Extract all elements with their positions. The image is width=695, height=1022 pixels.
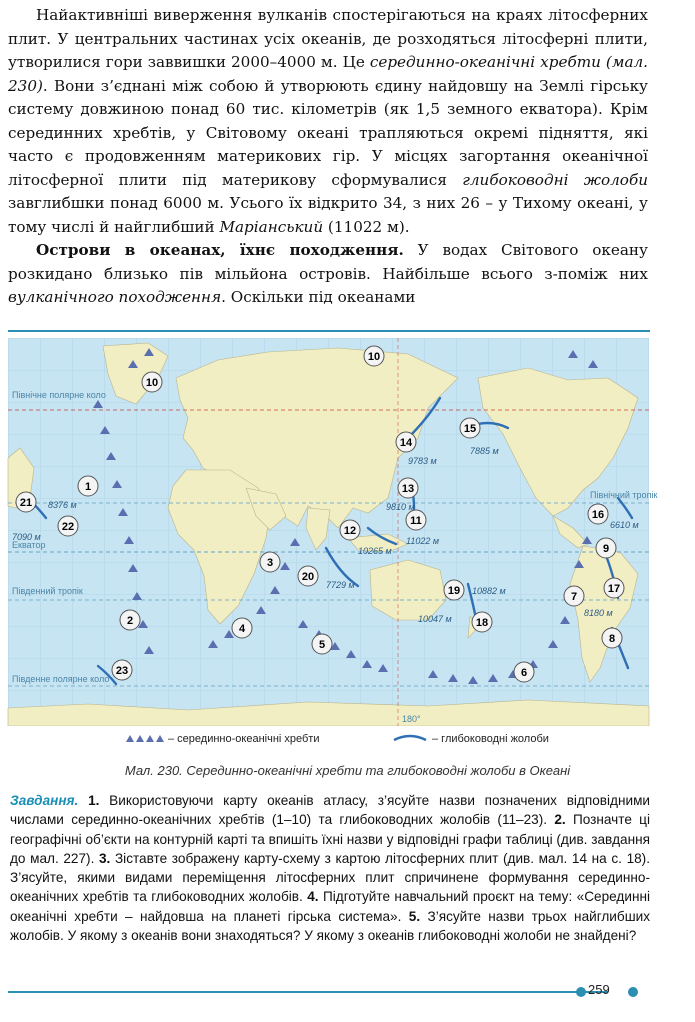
svg-text:19: 19 [447,585,461,597]
term-ridges: серединно-океанічні хребти (мал. 230) [8,53,648,95]
paragraph-ridges [8,4,648,239]
label-arctic: Північне полярне коло [12,390,106,400]
marker-14 [396,432,416,452]
legend-trench-label: – глибоководні жолоби [432,733,549,745]
task-num-4: 4. [307,889,319,905]
world-ocean-map [8,338,658,750]
legend-box [8,726,649,750]
marker-16 [588,504,608,524]
svg-text:15: 15 [463,423,477,435]
svg-text:6: 6 [520,667,528,679]
term-mariana: Маріанський [219,217,324,236]
section-divider [8,330,650,332]
svg-text:4: 4 [238,623,246,635]
marker-8 [602,628,622,648]
svg-text:5: 5 [318,639,326,651]
marker-19 [444,580,464,600]
task-num-1: 1. [88,793,100,808]
depth-label: 6610 м [610,520,639,530]
task-num-5: 5. [408,908,421,924]
svg-text:23: 23 [115,665,129,677]
depth-label: 7729 м [326,580,355,590]
marker-18 [472,612,492,632]
svg-text:11: 11 [410,515,422,527]
p2-text-b: . Оскільки під океанами [221,288,416,306]
task-5-text: З’ясуйте назви трьох найглибших жолобів. У якому з океанів вони знаходяться? У якому з океанів глибоководні жолоби не знайдені? [10,908,650,944]
marker-1 [78,476,98,496]
marker-20 [298,566,318,586]
legend-ridge-label: – серединно-океанічні хребти [168,733,320,745]
marker-15 [460,418,480,438]
svg-text:12: 12 [343,525,357,537]
marker-22 [58,516,78,536]
svg-text:3: 3 [266,557,274,569]
australia [370,560,446,620]
svg-text:13: 13 [401,483,415,495]
p1-text-b: . Вони з’єднані між собою й утворюють єдину найдовшу на Землі гірську систему довжиною понад 60 тис. кілометрів (як 1,5 земного екватора). Крім серединних хребтів, у Світовому океані трапляються окремі підняття, які часто є продовженням материкових гір. У місцях загортання океанічної літосферної плити під материкову сформувалися [8,76,648,189]
task-4-text: Підготуйте навчальний проєкт на тему: «Серединні океанічні хребти – найдовша на планеті гірська система». [10,889,650,924]
marker-13 [398,478,418,498]
label-n-tropic: Північний тропік [590,490,658,500]
depth-label: 8180 м [584,608,613,618]
p1-text-a: Найактивніші виверження вулканів спостерігаються на краях літосферних плит. У центральних частинах усіх океанів, де розходяться літосферні плити, утворилися гори заввишки 2000–4000 м. Це [8,6,648,71]
depth-label: 10882 м [472,586,506,596]
svg-text:10: 10 [367,351,381,363]
figure-caption: Мал. 230. Серединно-океанічні хребти та глибоководні жолоби в Океані [124,763,571,778]
svg-text:1: 1 [84,481,92,493]
depth-label: 10047 м [418,614,452,624]
marker-6 [514,662,534,682]
task-heading: Завдання. [10,793,79,808]
svg-text:7: 7 [570,591,578,603]
svg-text:9: 9 [602,543,610,555]
depth-label: 9783 м [408,456,437,466]
marker-7 [564,586,584,606]
p1-text-d: (11022 м). [323,217,410,236]
task-num-2: 2. [554,812,566,828]
task-block [10,791,650,945]
svg-text:10: 10 [145,377,159,389]
marker-10b [364,346,384,366]
task-num-3: 3. [98,850,111,866]
marker-4 [232,618,252,638]
task-3-text: Зіставте зображену карту-схему з картою літосферних плит (див. мал. 14 на с. 18). З’ясуйте, якими видами переміщення літосферних плит спричинене формування серединно-океанічних хребтів та глибоководних жолобів. [10,850,650,905]
marker-11 [406,510,426,530]
marker-23 [112,660,132,680]
svg-text:8: 8 [608,633,616,645]
marker-12 [340,520,360,540]
svg-text:2: 2 [126,615,134,627]
svg-text:22: 22 [61,521,75,533]
svg-text:17: 17 [607,583,621,595]
section-heading-islands: Острови в океанах, їхнє походження. [36,241,404,259]
marker-3 [260,552,280,572]
marker-10a [142,372,162,392]
footer-dot-left [576,987,586,997]
marker-5 [312,634,332,654]
footer-dot-right [628,987,638,997]
depth-label: 8376 м [48,500,77,510]
svg-text:20: 20 [301,571,315,583]
depth-label: 11022 м [406,536,440,546]
depth-label: 9810 м [386,502,415,512]
marker-2 [120,610,140,630]
label-equator: Екватор [12,540,46,550]
task-1-text: Використовуючи карту океанів атласу, з’ясуйте назви позначених відповідними числами серединно-океанічних хребтів (1–10) та глибоководних жолобів (11–23). [10,793,651,828]
task-2-text: Позначте ці географічні об’єкти на контурній карті та впишіть їхні назви у відповідні графи таблиці (див. завдання до мал. 227). [10,812,650,866]
task-text [78,793,88,808]
marker-17 [604,578,624,598]
footer-rule [8,991,608,993]
paragraph-islands [8,239,648,310]
page-number: 259 [588,982,610,997]
svg-text:21: 21 [19,497,33,509]
term-trenches: глибоководні жолоби [462,170,648,189]
svg-text:18: 18 [475,617,489,629]
marker-21 [16,492,36,512]
marker-9 [596,538,616,558]
label-180: 180° [402,714,421,724]
label-antarctic: Південне полярне коло [12,674,110,684]
depth-label: 7090 м [12,532,41,542]
term-volcanic: вулканічного походження [8,288,222,306]
svg-text:16: 16 [591,509,605,521]
label-s-tropic: Південний тропік [12,586,83,596]
p2-text-a: У водах Світового океану розкидано близько пів мільйона островів. Найбільше всього з-поміж них [8,241,648,283]
depth-label: 7885 м [470,446,499,456]
p1-text-c: завглибшки понад 6000 м. Усього їх відкрито 34, з них 26 – у Тихому океані, у тому числі й найглибший [8,194,648,236]
depth-label: 10265 м [358,546,392,556]
svg-text:14: 14 [399,437,413,449]
